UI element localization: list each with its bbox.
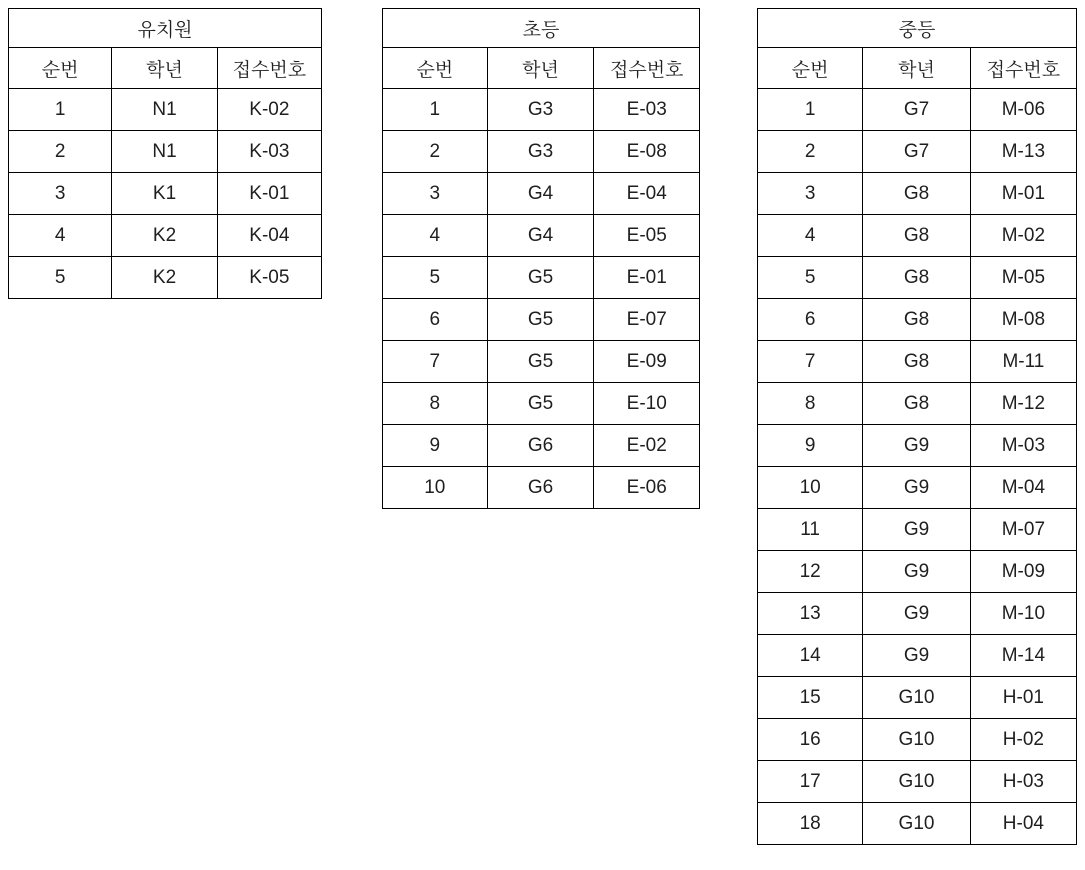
table-row [383, 425, 700, 467]
cell-code: E-02 [594, 425, 700, 467]
cell-no: 5 [383, 257, 488, 299]
cell-grade: G5 [487, 383, 594, 425]
cell-no: 4 [758, 215, 863, 257]
cell-no: 3 [383, 173, 488, 215]
table-title: 중등 [758, 9, 1077, 48]
cell-grade: G10 [863, 803, 971, 845]
cell-no: 10 [383, 467, 488, 509]
cell-grade: G8 [863, 173, 971, 215]
table-row [758, 257, 1077, 299]
column-header-no: 순번 [9, 48, 112, 89]
cell-code: E-10 [594, 383, 700, 425]
table-row [758, 719, 1077, 761]
table-row [383, 299, 700, 341]
cell-no: 14 [758, 635, 863, 677]
cell-grade: G9 [863, 593, 971, 635]
cell-grade: N1 [112, 89, 217, 131]
table-row [9, 215, 322, 257]
cell-code: K-05 [217, 257, 321, 299]
cell-no: 7 [383, 341, 488, 383]
table-row [9, 257, 322, 299]
table-row [758, 677, 1077, 719]
cell-no: 5 [9, 257, 112, 299]
cell-no: 8 [383, 383, 488, 425]
cell-code: E-08 [594, 131, 700, 173]
table-row [383, 257, 700, 299]
cell-code: E-03 [594, 89, 700, 131]
cell-code: K-04 [217, 215, 321, 257]
cell-grade: G8 [863, 383, 971, 425]
cell-code: E-06 [594, 467, 700, 509]
column-header-code: 접수번호 [217, 48, 321, 89]
table-row [383, 173, 700, 215]
cell-no: 3 [9, 173, 112, 215]
cell-code: M-12 [970, 383, 1076, 425]
table-header-row [758, 48, 1077, 89]
cell-grade: G10 [863, 761, 971, 803]
table-row [758, 509, 1077, 551]
cell-no: 10 [758, 467, 863, 509]
table-row [383, 131, 700, 173]
column-header-no: 순번 [758, 48, 863, 89]
cell-no: 2 [9, 131, 112, 173]
cell-code: M-01 [970, 173, 1076, 215]
cell-grade: K2 [112, 215, 217, 257]
cell-grade: G4 [487, 173, 594, 215]
cell-no: 2 [383, 131, 488, 173]
cell-code: E-01 [594, 257, 700, 299]
cell-no: 5 [758, 257, 863, 299]
cell-code: M-08 [970, 299, 1076, 341]
cell-no: 7 [758, 341, 863, 383]
table-header-row [383, 48, 700, 89]
table-row [758, 551, 1077, 593]
cell-no: 4 [383, 215, 488, 257]
cell-code: E-09 [594, 341, 700, 383]
cell-code: E-04 [594, 173, 700, 215]
cell-grade: G10 [863, 719, 971, 761]
table-row [9, 89, 322, 131]
cell-no: 12 [758, 551, 863, 593]
cell-grade: G9 [863, 425, 971, 467]
cell-grade: G7 [863, 131, 971, 173]
cell-no: 13 [758, 593, 863, 635]
cell-grade: G6 [487, 467, 594, 509]
table-row [758, 593, 1077, 635]
table-row [9, 173, 322, 215]
cell-no: 6 [383, 299, 488, 341]
table-title: 초등 [383, 9, 700, 48]
cell-code: K-03 [217, 131, 321, 173]
cell-grade: G6 [487, 425, 594, 467]
cell-no: 3 [758, 173, 863, 215]
cell-no: 18 [758, 803, 863, 845]
column-header-grade: 학년 [112, 48, 217, 89]
table-row [758, 635, 1077, 677]
column-header-grade: 학년 [487, 48, 594, 89]
cell-grade: K2 [112, 257, 217, 299]
kindergarten-table [8, 8, 322, 299]
cell-no: 9 [758, 425, 863, 467]
table-row [383, 383, 700, 425]
table-title: 유치원 [9, 9, 322, 48]
kindergarten-table-grid [8, 8, 322, 299]
cell-grade: N1 [112, 131, 217, 173]
cell-code: H-02 [970, 719, 1076, 761]
cell-grade: G9 [863, 509, 971, 551]
cell-grade: G10 [863, 677, 971, 719]
cell-code: M-06 [970, 89, 1076, 131]
cell-code: K-01 [217, 173, 321, 215]
table-title-row [9, 9, 322, 48]
column-header-code: 접수번호 [970, 48, 1076, 89]
table-row [383, 215, 700, 257]
table-row [758, 215, 1077, 257]
cell-grade: G9 [863, 467, 971, 509]
cell-no: 2 [758, 131, 863, 173]
table-row [758, 341, 1077, 383]
table-row [758, 425, 1077, 467]
cell-grade: G7 [863, 89, 971, 131]
cell-no: 9 [383, 425, 488, 467]
table-row [758, 173, 1077, 215]
cell-no: 1 [383, 89, 488, 131]
cell-no: 16 [758, 719, 863, 761]
middle-school-table-grid [757, 8, 1077, 845]
cell-no: 17 [758, 761, 863, 803]
cell-code: E-05 [594, 215, 700, 257]
cell-no: 1 [758, 89, 863, 131]
cell-code: M-07 [970, 509, 1076, 551]
table-header-row [9, 48, 322, 89]
cell-grade: G8 [863, 215, 971, 257]
table-row [758, 383, 1077, 425]
elementary-table [382, 8, 700, 509]
cell-code: M-04 [970, 467, 1076, 509]
middle-school-table [757, 8, 1077, 845]
table-row [758, 803, 1077, 845]
cell-no: 6 [758, 299, 863, 341]
cell-grade: G8 [863, 257, 971, 299]
cell-no: 1 [9, 89, 112, 131]
cell-grade: G9 [863, 551, 971, 593]
cell-grade: K1 [112, 173, 217, 215]
cell-no: 15 [758, 677, 863, 719]
cell-grade: G8 [863, 341, 971, 383]
cell-no: 8 [758, 383, 863, 425]
table-row [758, 131, 1077, 173]
cell-grade: G8 [863, 299, 971, 341]
cell-grade: G9 [863, 635, 971, 677]
table-row [758, 299, 1077, 341]
cell-grade: G3 [487, 89, 594, 131]
cell-grade: G5 [487, 257, 594, 299]
cell-code: M-02 [970, 215, 1076, 257]
table-row [758, 467, 1077, 509]
cell-code: H-03 [970, 761, 1076, 803]
table-title-row [383, 9, 700, 48]
column-header-no: 순번 [383, 48, 488, 89]
cell-code: H-01 [970, 677, 1076, 719]
cell-code: H-04 [970, 803, 1076, 845]
column-header-grade: 학년 [863, 48, 971, 89]
table-row [758, 761, 1077, 803]
cell-code: K-02 [217, 89, 321, 131]
cell-no: 4 [9, 215, 112, 257]
cell-code: M-09 [970, 551, 1076, 593]
cell-no: 11 [758, 509, 863, 551]
cell-grade: G5 [487, 341, 594, 383]
cell-code: M-10 [970, 593, 1076, 635]
cell-code: M-03 [970, 425, 1076, 467]
table-row [383, 89, 700, 131]
cell-code: M-13 [970, 131, 1076, 173]
column-header-code: 접수번호 [594, 48, 700, 89]
cell-grade: G4 [487, 215, 594, 257]
cell-grade: G5 [487, 299, 594, 341]
cell-code: E-07 [594, 299, 700, 341]
table-title-row [758, 9, 1077, 48]
cell-code: M-14 [970, 635, 1076, 677]
cell-grade: G3 [487, 131, 594, 173]
table-row [9, 131, 322, 173]
cell-code: M-05 [970, 257, 1076, 299]
table-row [383, 467, 700, 509]
table-row [383, 341, 700, 383]
table-row [758, 89, 1077, 131]
cell-code: M-11 [970, 341, 1076, 383]
elementary-table-grid [382, 8, 700, 509]
